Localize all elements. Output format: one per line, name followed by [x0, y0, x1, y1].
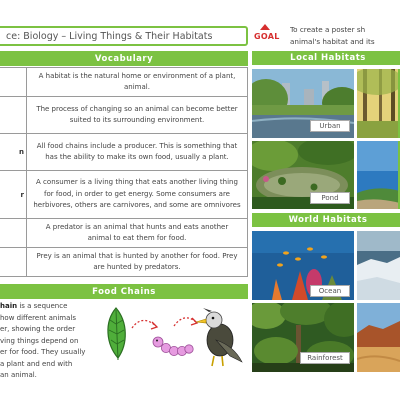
table-row — [0, 68, 248, 97]
local-habitats-heading-text: Local Habitats — [290, 53, 366, 63]
goal-description — [290, 24, 400, 48]
vocab-definition: A habitat is the natural home or environment of a plant, animal. — [27, 68, 248, 97]
food-chain-explanation — [0, 301, 104, 382]
world-habitats-heading-text: World Habitats — [288, 215, 368, 225]
vocabulary-heading — [0, 51, 248, 66]
woodland-photo — [357, 69, 400, 138]
desert-photo — [357, 303, 400, 372]
vocab-definition: A consumer is a living thing that eats another living thing for food, in order to get energy. Some consumers are herbivores, others are carnivores, and some are omnivores — [27, 171, 248, 219]
polar-photo — [357, 231, 400, 300]
table-row — [0, 171, 248, 219]
table-row — [0, 248, 248, 277]
vocab-definition: All food chains include a producer. This is something that has the ability to make its own food, usually a plant. — [27, 134, 248, 171]
chain-line: a plant and end with — [0, 359, 73, 368]
arrow-icon — [132, 320, 156, 328]
vocab-term: r — [0, 171, 27, 219]
vocab-term — [0, 97, 27, 134]
food-chains-heading-text: Food Chains — [92, 286, 156, 297]
chain-line: hain is a sequence — [0, 302, 68, 310]
vocab-term: n — [0, 134, 27, 171]
pond-label: Pond — [310, 192, 350, 204]
food-chains-heading — [0, 284, 248, 299]
urban-label: Urban — [310, 120, 350, 132]
goal-line: animal's habitat and its — [290, 37, 375, 46]
ocean-label: Ocean — [310, 285, 350, 297]
vocab-term — [0, 248, 27, 277]
chain-line: ving things depend on — [0, 336, 79, 345]
world-habitats-heading — [252, 213, 400, 227]
chain-line: er for food. They usually — [0, 348, 86, 356]
seaside-photo — [357, 141, 400, 209]
leaf-icon — [108, 308, 125, 360]
arrowhead-icon — [151, 322, 157, 329]
vocab-term — [0, 219, 27, 248]
table-row — [0, 97, 248, 134]
chain-bold-word: hain — [0, 302, 18, 310]
vocabulary-heading-text: Vocabulary — [94, 53, 154, 64]
goal-logo — [254, 28, 284, 44]
table-row — [0, 134, 248, 171]
local-habitats-heading — [252, 51, 400, 65]
food-chain-diagram — [104, 300, 250, 372]
caterpillar-icon — [153, 337, 193, 356]
vocab-definition: The process of changing so an animal can become better suited to its surrounding environment. — [27, 97, 248, 134]
vocabulary-table — [0, 67, 248, 277]
topic-title — [0, 26, 248, 46]
goal-target-icon — [260, 24, 270, 30]
goal-line: To create a poster sh — [290, 25, 366, 34]
chain-line: er, showing the order — [0, 325, 76, 333]
goal-logo-text: GOAL — [254, 31, 280, 41]
vocab-definition: Prey is an animal that is hunted by another for food. Prey are hunted by predators. — [27, 248, 248, 277]
chain-line: an animal. — [0, 371, 37, 379]
vocab-definition: A predator is an animal that hunts and eats another animal to eat them for food. — [27, 219, 248, 248]
bird-icon — [196, 308, 242, 366]
chain-line: how different animals — [0, 313, 76, 322]
table-row — [0, 219, 248, 248]
rainforest-label: Rainforest — [300, 352, 350, 364]
vocab-term — [0, 68, 27, 97]
topic-title-text: ce: Biology – Living Things & Their Habitats — [6, 30, 213, 42]
